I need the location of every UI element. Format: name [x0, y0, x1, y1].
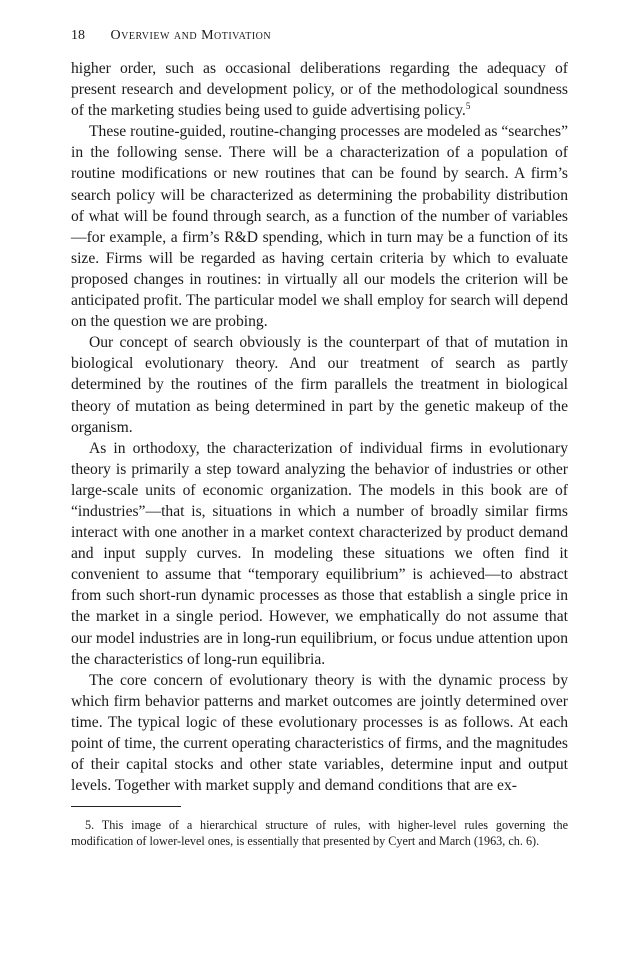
- page-number: 18: [71, 28, 85, 43]
- running-head: Overview and Motivation: [110, 28, 272, 43]
- paragraph-text: higher order, such as occasional deliberations regarding the adequacy of present research and development policy, or of the methodological soundness of the marketing studies being used to guide advertising policy.: [71, 60, 568, 120]
- page-header: [71, 26, 568, 48]
- paragraph-3: Our concept of search obviously is the counterpart of that of mutation in biological evolutionary theory. And our treatment of search as partly determined by the routines of the firm parallels the treatment in biological theory of mutation as being determined in part by the genetic makeup of the organism.: [71, 334, 568, 436]
- footnote-divider: [71, 806, 181, 807]
- paragraph-2: These routine-guided, routine-changing processes are modeled as “searches” in the following sense. There will be a characterization of a population of routine modifications or new routines that can be found by search. A firm’s search policy will be characterized as determining the probability distribution of what will be found through search, as a function of the number of variables—for example, a firm’s R&D spending, which in turn may be a function of its size. Firms will be regarded as having certain criteria by which to evaluate proposed changes in routines: in virtually all our models the criterion will be anticipated profit. The particular model we shall employ for search will depend on the question we are probing.: [71, 123, 568, 331]
- paragraph-1: [71, 58, 568, 121]
- body-text: [71, 58, 568, 796]
- footnote-reference: 5: [465, 101, 471, 112]
- footnote: 5. This image of a hierarchical structure of rules, with higher-level rules governing the modification of lower-level ones, is essentially that presented by Cyert and March (1963, ch. 6).: [71, 818, 568, 849]
- paragraph-4: As in orthodoxy, the characterization of individual firms in evolutionary theory is primarily a step toward analyzing the behavior of industries or other large-scale units of economic organization. The models in this book are of “industries”—that is, situations in which a number of broadly similar firms interact with one another in a market context characterized by product demand and input supply curves. In modeling these situations we often find it convenient to assume that “temporary equilibrium” is achieved—to abstract from such short-run dynamic processes as those that establish a single price in the market in a single period. However, we emphatically do not assume that our model industries are in long-run equilibrium, or focus undue attention upon the characteristics of long-run equilibria.: [71, 439, 568, 668]
- book-page: [71, 26, 568, 849]
- paragraph-5: The core concern of evolutionary theory is with the dynamic process by which firm behavior patterns and market outcomes are jointly determined over time. The typical logic of these evolutionary processes is as follows. At each point of time, the current operating characteristics of firms, and the magnitudes of their capital stocks and other state variables, determine input and output levels. Together with market supply and demand conditions that are ex-: [71, 671, 568, 795]
